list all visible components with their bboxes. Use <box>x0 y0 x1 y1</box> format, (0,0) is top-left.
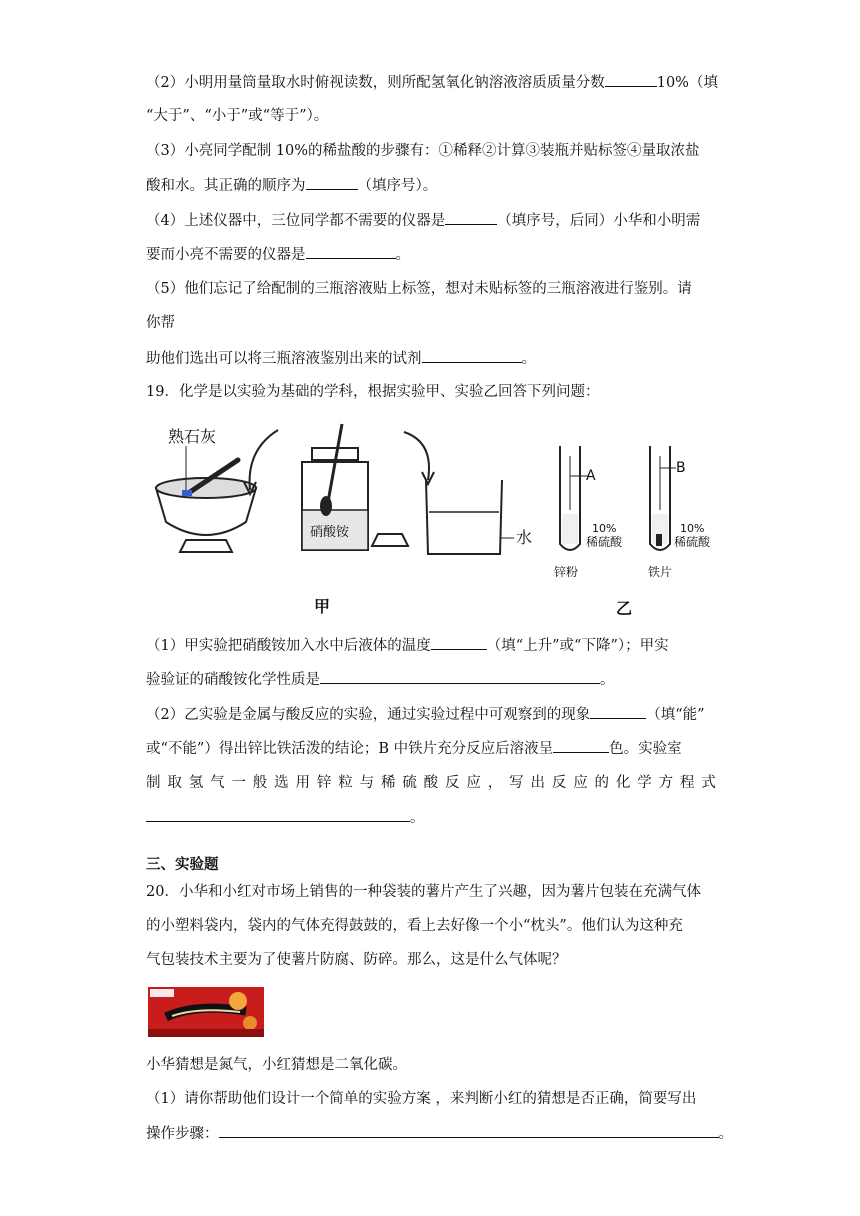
text-char: 气 <box>210 775 225 791</box>
text-char: 般 <box>252 775 268 791</box>
test-tube-b-label: B <box>676 460 686 476</box>
chips-package-image <box>146 983 266 1041</box>
text-char: 用 <box>295 775 311 791</box>
text-char: 化 <box>615 775 631 791</box>
test-tube-b-icon <box>650 446 676 550</box>
question-18-3-line-2 <box>146 175 437 196</box>
question-text: 。 <box>395 247 410 263</box>
question-text: （4）上述仪器中，三位同学都不需要的仪器是 <box>146 213 446 229</box>
text-char: 方 <box>658 775 674 791</box>
shui-label: 水 <box>516 528 533 547</box>
text-char: 反 <box>445 775 460 791</box>
answer-blank[interactable] <box>306 175 358 190</box>
question-text: 操作步骤： <box>146 1126 219 1142</box>
question-18-5-line-3 <box>146 348 536 369</box>
question-18-4-line <box>146 210 700 231</box>
question-text: 。 <box>410 810 425 826</box>
acid-b-percent: 10% <box>680 522 705 535</box>
question-18-2-line-2: “大于”、“小于”或“等于”）。 <box>146 108 329 124</box>
question-19-2-line <box>146 704 705 725</box>
test-tube-a-label: A <box>586 468 596 484</box>
beaker-icon <box>426 480 514 554</box>
question-text: 验验证的硝酸铵化学性质是 <box>146 672 320 688</box>
question-text: （填“能” <box>646 707 705 723</box>
zinc-label: 锌粉 <box>554 565 579 579</box>
question-20-line-3: 气包装技术主要为了使薯片防腐、防碎。那么，这是什么气体呢？ <box>146 952 567 968</box>
chips-package-icon <box>146 983 266 1041</box>
question-text: （填“上升”或“下降”）；甲实 <box>486 638 669 654</box>
text-char: 程 <box>679 775 695 791</box>
acid-a-percent: 10% <box>592 522 617 535</box>
text-char: 式 <box>701 775 716 791</box>
text-char: 与 <box>359 775 375 791</box>
question-text: （填序号，后同）小华和小明需 <box>497 213 701 229</box>
text-char: 硫 <box>402 775 417 791</box>
stopper-icon <box>372 534 408 546</box>
question-20-line-2: 的小塑料袋内，袋内的气体充得鼓鼓的，看上去好像一个小“枕头”。他们认为这种充 <box>146 918 683 934</box>
text-char: 写 <box>509 775 524 791</box>
text-char: 取 <box>167 775 182 791</box>
question-text: （2）乙实验是金属与酸反应的实验，通过实验过程中可观察到的现象 <box>146 707 591 723</box>
question-text: 10%（填 <box>656 75 718 91</box>
question-text: 。 <box>521 351 536 367</box>
answer-blank[interactable] <box>553 738 609 753</box>
answer-blank[interactable] <box>605 72 657 87</box>
text-char: 制 <box>146 775 161 791</box>
question-text: 。 <box>718 1126 733 1142</box>
question-20-1-line-2 <box>146 1123 733 1144</box>
text-char: 一 <box>231 775 246 791</box>
yi-caption: 乙 <box>616 599 633 618</box>
experiment-figure <box>146 410 726 620</box>
question-text: 酸和水。其正确的顺序为 <box>146 178 306 194</box>
question-19-stem: 19．化学是以实验为基础的学科，根据实验甲、实验乙回答下列问题： <box>146 384 600 400</box>
hypothesis-line: 小华猜想是氮气，小红猜想是二氧化碳。 <box>146 1057 407 1073</box>
question-text: 。 <box>600 672 615 688</box>
answer-blank[interactable] <box>306 244 396 259</box>
answer-blank[interactable] <box>431 635 487 650</box>
question-20-1-line: （1）请你帮助他们设计一个简单的实验方案 ，来判断小红的猜想是否正确，简要写出 <box>146 1091 697 1107</box>
question-19-1-line-2 <box>146 669 615 690</box>
text-char: 酸 <box>423 775 439 791</box>
question-text: 助他们选出可以将三瓶溶液鉴别出来的试剂 <box>146 351 422 367</box>
text-char: 应 <box>573 775 588 791</box>
xiaosuanan-label: 硝酸铵 <box>310 525 350 540</box>
test-tube-a-icon <box>560 446 588 550</box>
question-18-5-line-2: 你帮 <box>146 315 175 331</box>
answer-blank[interactable] <box>219 1123 719 1138</box>
curved-arrow-icon <box>250 430 278 490</box>
question-text: （填序号）。 <box>357 178 438 194</box>
question-19-2-line-4 <box>146 807 425 828</box>
question-19-2-line-2 <box>146 738 682 759</box>
question-18-3-line: （3）小亮同学配制 10%的稀盐酸的步骤有：①稀释②计算③装瓶并贴标签④量取浓盐 <box>146 143 700 159</box>
question-text: （1）甲实验把硝酸铵加入水中后液体的温度 <box>146 638 431 654</box>
mortar-icon <box>156 446 256 552</box>
question-19-1-line <box>146 635 669 656</box>
question-18-5-line: （5）他们忘记了给配制的三瓶溶液贴上标签，想对未贴标签的三瓶溶液进行鉴别。请 <box>146 281 692 297</box>
answer-blank[interactable] <box>590 704 646 719</box>
text-char: 出 <box>530 775 545 791</box>
answer-blank[interactable] <box>146 807 410 822</box>
shishihui-label: 熟石灰 <box>168 427 217 446</box>
question-18-2-line <box>146 72 718 93</box>
curved-arrow-icon <box>404 432 429 480</box>
text-char: 粒 <box>338 775 353 791</box>
question-text: （2）小明用量筒量取水时俯视读数，则所配氢氧化钠溶液溶质质量分数 <box>146 75 605 91</box>
experiment-diagram <box>146 410 726 620</box>
question-text: 色。实验室 <box>609 741 682 757</box>
answer-blank[interactable] <box>445 210 497 225</box>
text-char: 学 <box>637 775 652 791</box>
question-19-2-line-3 <box>146 773 716 793</box>
text-char: 氢 <box>188 775 204 791</box>
question-text: 要而小亮不需要的仪器是 <box>146 247 306 263</box>
answer-blank[interactable] <box>320 669 600 684</box>
jia-caption: 甲 <box>314 597 331 616</box>
answer-blank[interactable] <box>422 348 522 363</box>
iron-label: 铁片 <box>648 565 673 579</box>
text-char: 锌 <box>316 775 332 791</box>
question-20-line-1: 20．小华和小红对市场上销售的一种袋装的薯片产生了兴趣，因为薯片包装在充满气体 <box>146 884 701 900</box>
section-heading: 三、实验题 <box>146 856 219 873</box>
text-char: ， <box>487 775 503 791</box>
acid-b-name: 稀硫酸 <box>674 535 711 549</box>
acid-a-name: 稀硫酸 <box>586 535 623 549</box>
text-char: 反 <box>551 775 567 791</box>
text-char: 应 <box>466 775 481 791</box>
text-char: 稀 <box>380 775 396 791</box>
question-text: 或“不能”）得出锌比铁活泼的结论；B 中铁片充分反应后溶液呈 <box>146 741 554 757</box>
text-char: 选 <box>274 775 289 791</box>
question-18-4-line-2 <box>146 244 410 265</box>
text-char: 的 <box>594 775 610 791</box>
